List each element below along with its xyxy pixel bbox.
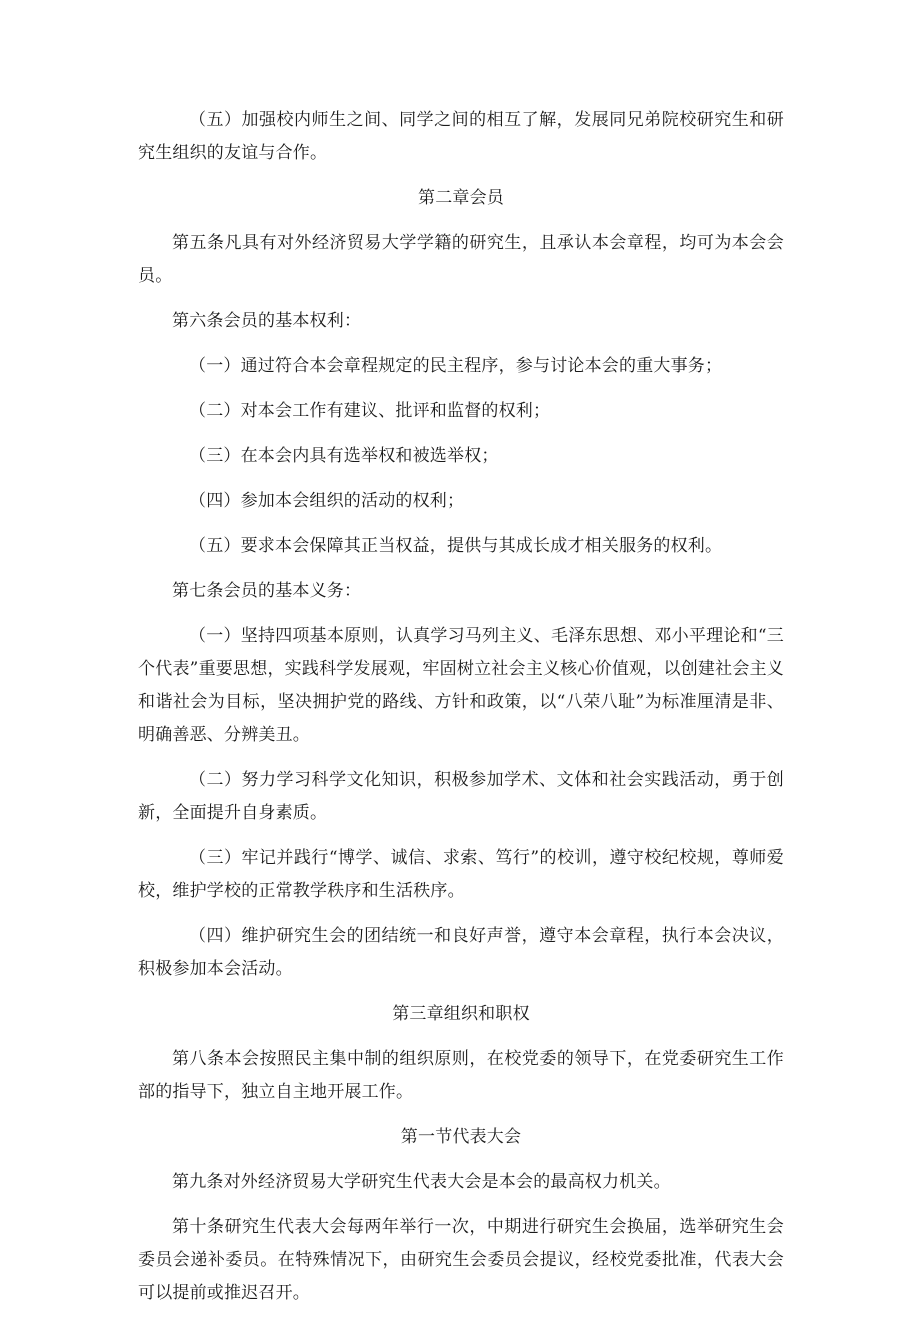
paragraph-article4-item5: （五）加强校内师生之间、同学之间的相互了解，发展同兄弟院校研究生和研究生组织的友谊与合作。 <box>138 110 784 163</box>
article7-item: （三）牢记并践行“博学、诚信、求索、笃行”的校训，遵守校纪校规，尊师爱校，维护学校的正常教学秩序和生活秩序。 <box>138 848 784 901</box>
paragraph-article6: 第六条会员的基本权利： <box>172 311 362 331</box>
chapter2-heading: 第二章会员 <box>418 188 504 208</box>
document-page <box>138 104 784 1322</box>
paragraph-article10: 第十条研究生代表大会每两年举行一次，中期进行研究生会换届，选举研究生会委员会递补委员。在特殊情况下，由研究生会委员会提议，经校党委批准，代表大会可以提前或推迟召开。 <box>138 1217 784 1303</box>
article7-item: （二）努力学习科学文化知识，积极参加学术、文体和社会实践活动，勇于创新，全面提升自身素质。 <box>138 770 784 823</box>
article6-item: （三）在本会内具有选举权和被选举权； <box>189 446 499 466</box>
article7-item: （一）坚持四项基本原则，认真学习马列主义、毛泽东思想、邓小平理论和“三个代表”重要思想，实践科学发展观，牢固树立社会主义核心价值观，以创建社会主义和谐社会为目标，坚决拥护党的路线、方针和政策，以“八荣八耻”为标准厘清是非、明确善恶、分辨美丑。 <box>138 626 784 745</box>
paragraph-article5: 第五条凡具有对外经济贸易大学学籍的研究生，且承认本会章程，均可为本会会员。 <box>138 233 784 286</box>
paragraph-article9: 第九条对外经济贸易大学研究生代表大会是本会的最高权力机关。 <box>172 1172 671 1192</box>
paragraph-article7: 第七条会员的基本义务： <box>172 581 362 601</box>
paragraph-article8: 第八条本会按照民主集中制的组织原则，在校党委的领导下，在党委研究生工作部的指导下，独立自主地开展工作。 <box>138 1049 784 1102</box>
article6-item: （二）对本会工作有建议、批评和监督的权利； <box>189 401 551 421</box>
article6-item: （五）要求本会保障其正当权益，提供与其成长成才相关服务的权利。 <box>189 536 723 556</box>
chapter3-heading: 第三章组织和职权 <box>392 1004 530 1024</box>
section1-heading: 第一节代表大会 <box>400 1127 522 1147</box>
article7-item: （四）维护研究生会的团结统一和良好声誉，遵守本会章程，执行本会决议，积极参加本会活动。 <box>138 926 784 979</box>
article6-item: （一）通过符合本会章程规定的民主程序，参与讨论本会的重大事务； <box>189 356 723 376</box>
article6-item: （四）参加本会组织的活动的权利； <box>189 491 465 511</box>
